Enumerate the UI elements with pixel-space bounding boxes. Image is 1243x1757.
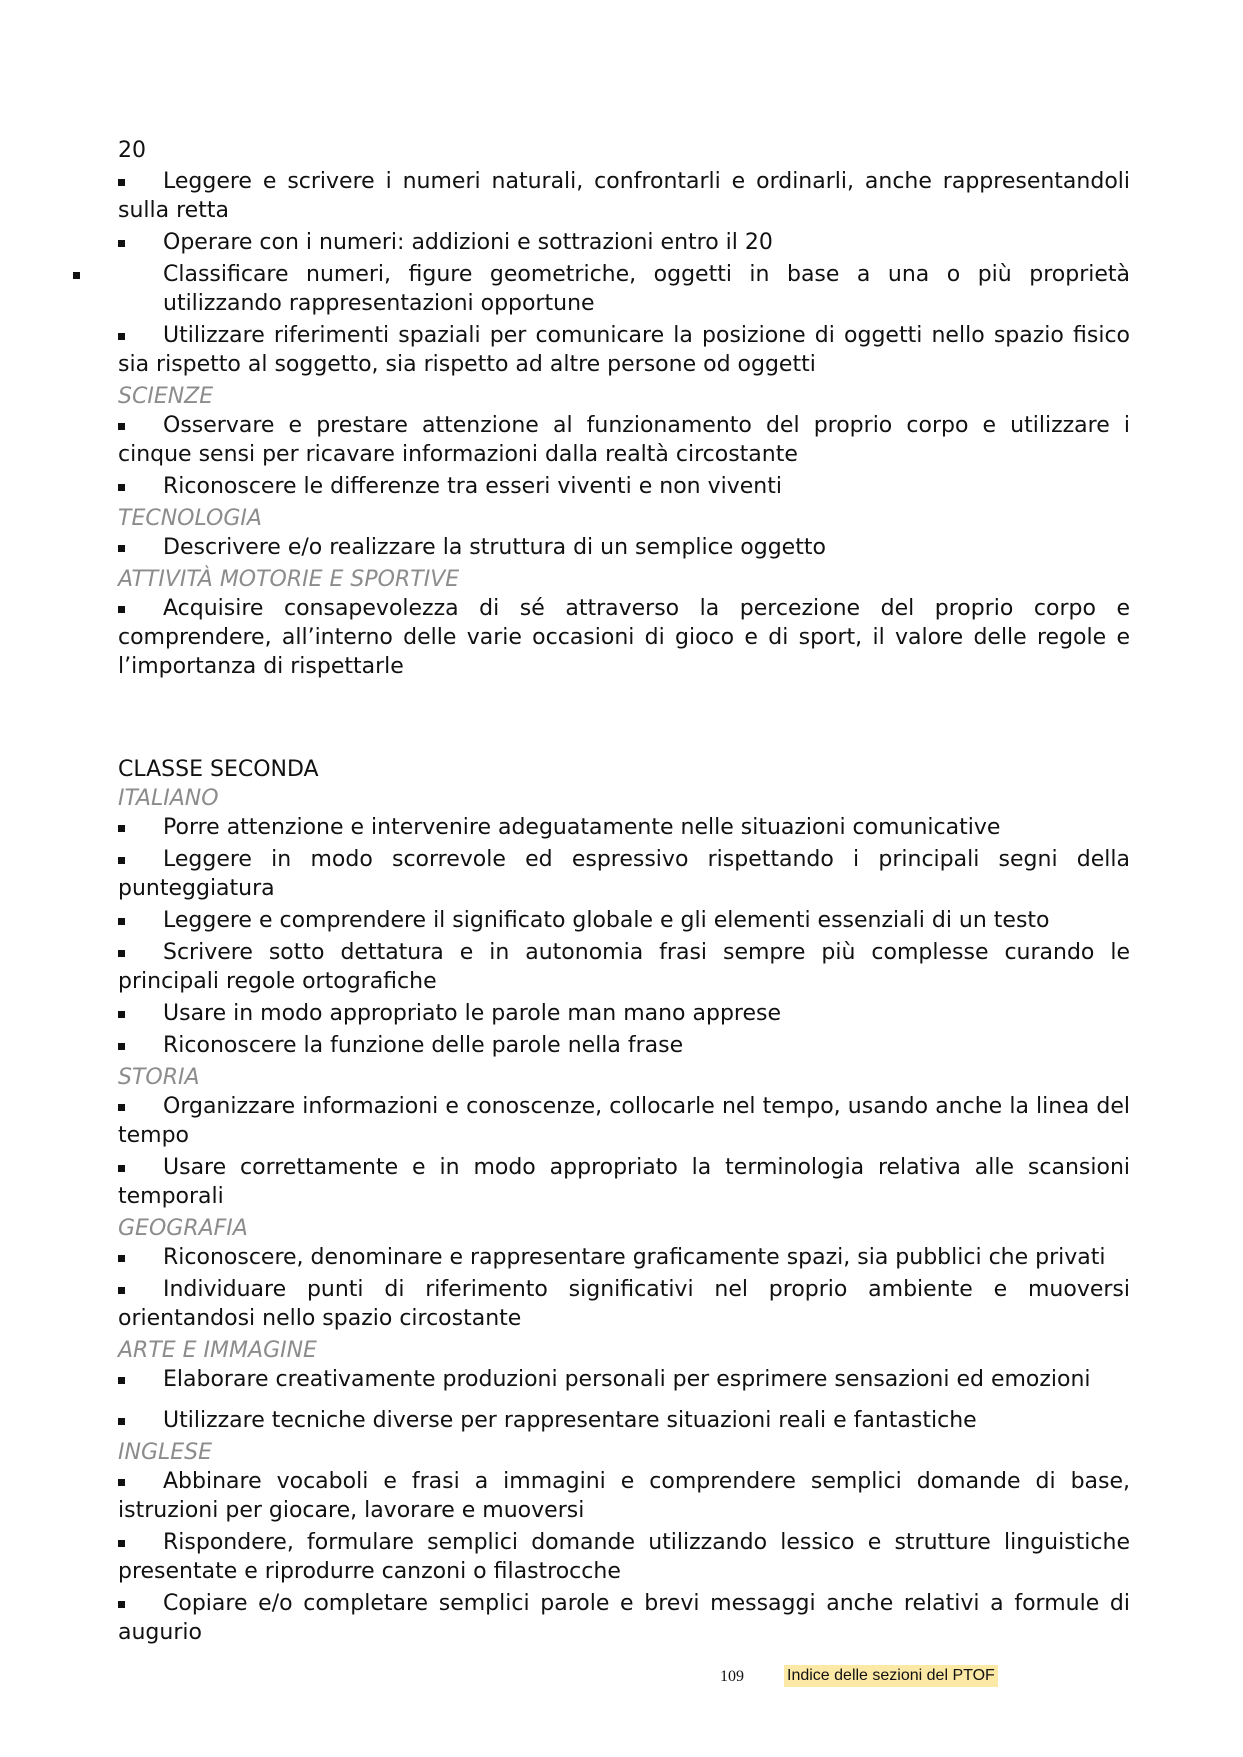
list-item: Usare in modo appropriato le parole man mano apprese [118,999,1130,1028]
section-title-tecnologia: TECNOLOGIA [118,506,262,531]
bullet-icon [118,333,125,340]
list-item: Organizzare informazioni e conoscenze, collocarle nel tempo, usando anche la linea del tempo [118,1094,1130,1148]
section-title-storia: STORIA [118,1065,200,1090]
section-title-motorie: ATTIVITÀ MOTORIE E SPORTIVE [118,567,460,592]
bullet-icon [118,1043,125,1050]
bullet-icon [118,606,125,613]
bullet-icon [118,545,125,552]
bullet-icon [118,1165,125,1172]
list-item: Individuare punti di riferimento significativi nel proprio ambiente e muoversi orientandosi nello spazio circostante [118,1277,1130,1331]
continued-number: 20 [118,138,146,163]
bullet-icon [118,1104,125,1111]
bullet-icon [118,950,125,957]
section-title-italiano: ITALIANO [118,786,219,811]
list-item: Abbinare vocaboli e frasi a immagini e comprendere semplici domande di base, istruzioni per giocare, lavorare e muoversi [118,1469,1130,1523]
bullet-icon [118,179,125,186]
list-item: Utilizzare riferimenti spaziali per comunicare la posizione di oggetti nello spazio fisico sia rispetto al soggetto, sia rispetto ad altre persone od oggetti [118,323,1130,377]
list-item: Scrivere sotto dettatura e in autonomia frasi sempre più complesse curando le principali regole ortografiche [118,940,1130,994]
page-number: 109 [720,1668,744,1685]
section-title-arte: ARTE E IMMAGINE [118,1338,317,1363]
bullet-icon [118,423,125,430]
list-item: Usare correttamente e in modo appropriato la terminologia relativa alle scansioni temporali [118,1155,1130,1209]
bullet-icon [118,1287,125,1294]
list-item: Acquisire consapevolezza di sé attraverso la percezione del proprio corpo e comprendere, all’interno delle varie occasioni di gioco e di sport, il valore delle regole e l’importanza di rispettarle [118,596,1130,679]
page-footer [0,1665,1243,1689]
section-title-scienze: SCIENZE [118,384,214,409]
list-item: Riconoscere, denominare e rappresentare graficamente spazi, sia pubblici che privati [118,1243,1130,1272]
bullet-icon [118,1255,125,1262]
list-item: Riconoscere la funzione delle parole nella frase [118,1031,1130,1060]
list-item: Riconoscere le differenze tra esseri viventi e non viventi [118,472,1130,501]
bullet-icon [118,240,125,247]
ptof-index-link[interactable]: Indice delle sezioni del PTOF [784,1665,998,1687]
bullet-icon [118,484,125,491]
document-body [118,136,1130,1650]
list-item: Classificare numeri, figure geometriche, oggetti in base a una o più proprietà utilizzando rappresentazioni opportune [118,260,1130,318]
list-item: Rispondere, formulare semplici domande utilizzando lessico e strutture linguistiche presentate e riprodurre canzoni o filastrocche [118,1530,1130,1584]
section-title-geografia: GEOGRAFIA [118,1216,248,1241]
bullet-icon [118,1540,125,1547]
bullet-icon [118,825,125,832]
list-item: Osservare e prestare attenzione al funzionamento del proprio corpo e utilizzare i cinque sensi per ricavare informazioni dalla realtà circostante [118,413,1130,467]
list-item: Utilizzare tecniche diverse per rappresentare situazioni reali e fantastiche [118,1406,1130,1435]
list-item: Descrivere e/o realizzare la struttura di un semplice oggetto [118,533,1130,562]
bullet-icon [118,1479,125,1486]
list-item: Operare con i numeri: addizioni e sottrazioni entro il 20 [118,228,1130,257]
list-item: Porre attenzione e intervenire adeguatamente nelle situazioni comunicative [118,813,1130,842]
class-heading: CLASSE SECONDA [118,757,319,782]
list-item: Copiare e/o completare semplici parole e brevi messaggi anche relativi a formule di augurio [118,1591,1130,1645]
list-item: Leggere e scrivere i numeri naturali, confrontarli e ordinarli, anche rappresentandoli sulla retta [118,169,1130,223]
bullet-icon [118,1601,125,1608]
bullet-icon [118,857,125,864]
list-item: Elaborare creativamente produzioni personali per esprimere sensazioni ed emozioni [118,1365,1130,1394]
bullet-icon [118,1418,125,1425]
section-title-inglese: INGLESE [118,1440,213,1465]
bullet-icon [118,1377,125,1384]
list-item: Leggere e comprendere il significato globale e gli elementi essenziali di un testo [118,906,1130,935]
bullet-icon [118,1011,125,1018]
list-item: Leggere in modo scorrevole ed espressivo rispettando i principali segni della punteggiatura [118,847,1130,901]
bullet-icon [118,918,125,925]
bullet-icon [73,272,80,279]
